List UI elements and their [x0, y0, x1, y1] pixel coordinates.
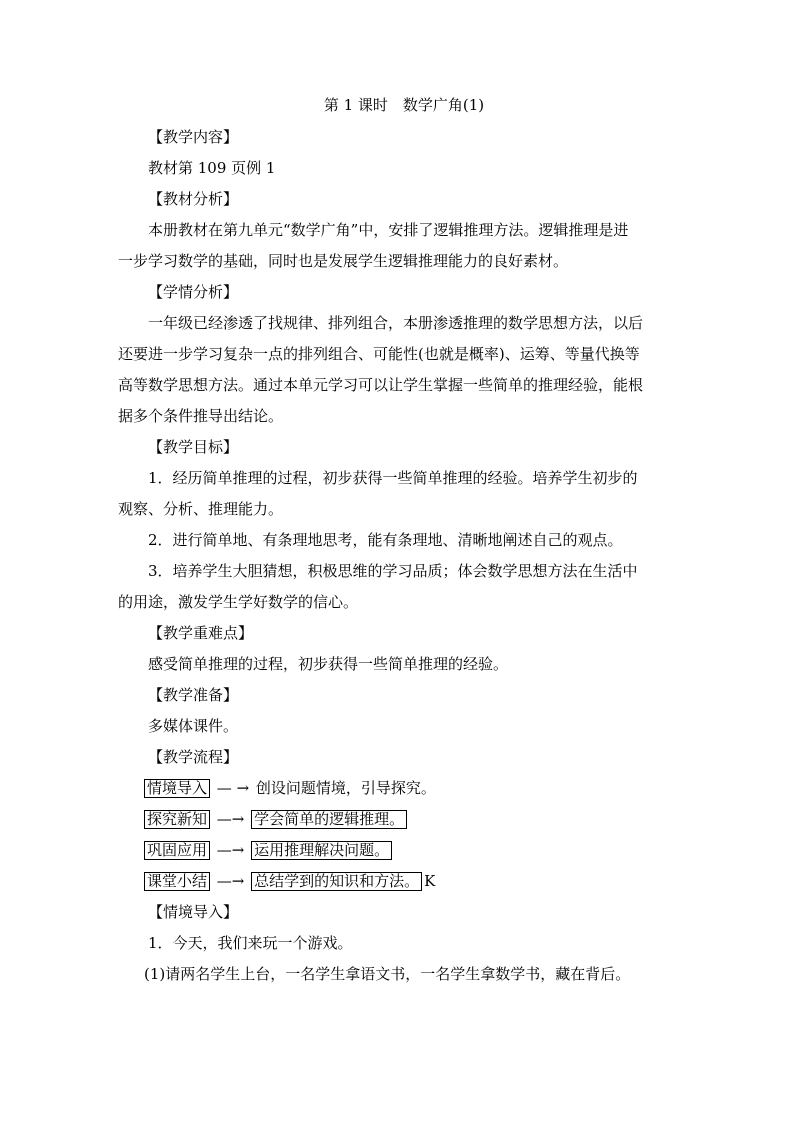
document-body [118, 96, 678, 990]
analysis-line: 本册教材在第九单元“数学广角”中，安排了逻辑推理方法。逻辑推理是进 [148, 221, 629, 239]
section-heading-flow: 【教学流程】 [148, 748, 239, 766]
flow-step-box: 巩固应用 [144, 841, 210, 860]
student-line: 一年级已经渗透了找规律、排列组合，本册渗透推理的数学思想方法，以后 [148, 314, 644, 332]
section-heading-prep: 【教学准备】 [148, 686, 239, 704]
flow-row [118, 866, 678, 897]
intro-line: (1)请两名学生上台，一名学生拿语文书，一名学生拿数学书，藏在背后。 [144, 965, 631, 983]
student-line: 还要进一步学习复杂一点的排列组合、可能性(也就是概率)、运筹、等量代换等 [118, 345, 640, 363]
section-heading-key: 【教学重难点】 [148, 624, 254, 642]
flow-arrow: —→ [216, 841, 245, 859]
flow-desc-box: 学会简单的逻辑推理。 [251, 810, 407, 829]
content-text: 教材第 109 页例 1 [148, 159, 276, 177]
flow-row [118, 835, 678, 866]
flow-row [118, 773, 678, 804]
section-heading-analysis: 【教材分析】 [148, 190, 239, 208]
student-line: 据多个条件推导出结论。 [118, 407, 284, 425]
flow-arrow: —→ [216, 872, 245, 890]
section-heading-student: 【学情分析】 [148, 283, 239, 301]
intro-line: 1．今天，我们来玩一个游戏。 [148, 934, 353, 952]
flow-desc-box: 运用推理解决问题。 [251, 841, 392, 860]
flow-arrow: — → [216, 779, 250, 797]
flow-row [118, 804, 678, 835]
goal-line: 1．经历简单推理的过程，初步获得一些简单推理的经验。培养学生初步的 [148, 469, 638, 487]
lesson-title: 第 1 课时 数学广角(1) [323, 96, 485, 114]
flow-step-box: 情境导入 [144, 779, 210, 798]
stray-mark: K [424, 872, 436, 890]
student-line: 高等数学思想方法。通过本单元学习可以让学生掌握一些简单的推理经验，能根 [118, 376, 644, 394]
prep-text: 多媒体课件。 [148, 717, 239, 735]
goal-line: 的用途，激发学生学好数学的信心。 [118, 593, 359, 611]
flow-desc-box: 总结学到的知识和方法。 [251, 872, 422, 891]
flow-desc: 创设问题情境，引导探究。 [255, 779, 436, 797]
flow-arrow: —→ [216, 810, 245, 828]
flow-step-box: 探究新知 [144, 810, 210, 829]
section-heading-goals: 【教学目标】 [148, 438, 239, 456]
analysis-line: 一步学习数学的基础，同时也是发展学生逻辑推理能力的良好素材。 [118, 252, 569, 270]
goal-line: 观察、分析、推理能力。 [118, 500, 284, 518]
goal-line: 2．进行简单地、有条理地思考，能有条理地、清晰地阐述自己的观点。 [148, 531, 623, 549]
flow-step-box: 课堂小结 [144, 872, 210, 891]
section-heading-intro: 【情境导入】 [148, 903, 239, 921]
goal-line: 3．培养学生大胆猜想，积极思维的学习品质；体会数学思想方法在生活中 [148, 562, 638, 580]
key-text: 感受简单推理的过程，初步获得一些简单推理的经验。 [148, 655, 509, 673]
section-heading-content: 【教学内容】 [148, 128, 239, 146]
